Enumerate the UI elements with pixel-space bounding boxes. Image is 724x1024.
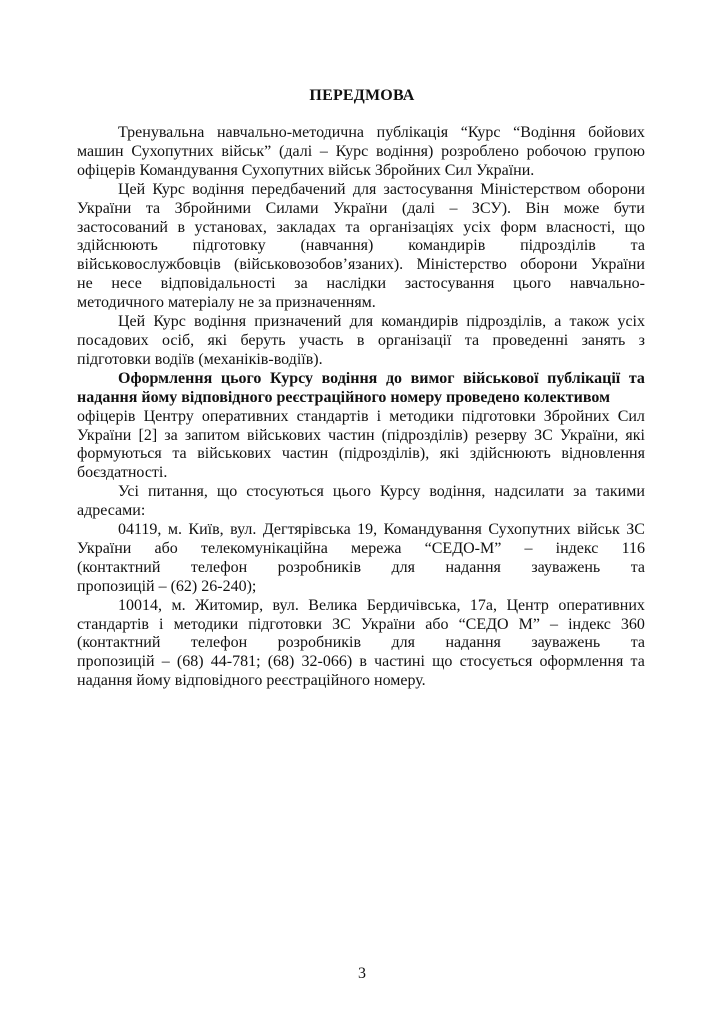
word: йому <box>141 388 178 406</box>
word: командирів <box>381 313 459 331</box>
word: та <box>628 369 645 387</box>
word: вул. <box>272 596 299 614</box>
word: м. <box>167 521 182 539</box>
word: участь <box>298 331 344 349</box>
word: України <box>590 256 645 274</box>
paragraph-line <box>77 521 645 540</box>
word: підрозділів <box>520 237 596 255</box>
word: військовослужбовців <box>77 256 221 274</box>
word: Сил <box>617 407 645 425</box>
paragraph-line <box>77 597 645 616</box>
word: 32-066) <box>301 653 353 671</box>
paragraph-line <box>77 559 645 578</box>
word: призначений <box>254 313 342 331</box>
word: (68) <box>267 653 295 671</box>
word: і <box>159 615 164 633</box>
word: Цей <box>118 180 146 198</box>
word: Командування <box>383 521 482 539</box>
word: – <box>524 539 533 557</box>
word: питання, <box>147 483 208 501</box>
word: за <box>294 275 308 293</box>
word: оперативних <box>201 407 289 425</box>
word: (військовозобов’язаних). <box>234 256 404 274</box>
word: для <box>391 634 415 652</box>
word: військ <box>577 521 620 539</box>
paragraph <box>77 521 645 597</box>
word: Сухопутних <box>131 142 214 160</box>
word: також <box>569 313 610 331</box>
word: 04119, <box>118 521 162 539</box>
paragraph-line <box>77 143 645 162</box>
paragraph-line <box>77 200 645 219</box>
word: Міністерство <box>416 256 507 274</box>
word: за <box>573 483 587 501</box>
word: форм <box>500 218 537 236</box>
word: телефон <box>190 558 248 576</box>
word: і <box>376 407 382 425</box>
word: України <box>77 426 132 444</box>
word: цього <box>513 275 552 293</box>
word: (підрозділів) <box>381 426 469 444</box>
word: або <box>154 539 178 557</box>
word: (контактний <box>77 634 161 652</box>
paragraph <box>77 181 645 313</box>
word: номеру <box>390 388 443 406</box>
paragraph-line <box>77 502 645 521</box>
word: бути <box>613 199 645 217</box>
paragraph-line <box>77 256 645 275</box>
word: здійснюють <box>469 445 551 463</box>
word: військової <box>463 369 539 387</box>
word: водіння, <box>429 483 486 501</box>
word: Житомир, <box>195 596 264 614</box>
paragraph-line <box>77 672 645 691</box>
word: стосуються <box>246 483 324 501</box>
word: власності, <box>546 218 616 236</box>
word: резерву <box>475 426 527 444</box>
word: для <box>352 180 377 198</box>
word: та <box>630 237 645 255</box>
word: установах, <box>194 218 267 236</box>
paragraph <box>77 370 645 408</box>
word: водіння <box>194 313 247 331</box>
word: за <box>164 426 178 444</box>
word: адресами: <box>77 502 146 520</box>
word: Курсу <box>379 483 421 501</box>
word: ЗС <box>534 426 553 444</box>
word: телекомунікаційна <box>200 539 328 557</box>
word: колективом <box>523 388 610 406</box>
paragraph-line <box>77 351 645 370</box>
paragraph-line <box>77 464 645 483</box>
word: водіння) <box>375 142 434 160</box>
word: (далі <box>279 142 313 160</box>
word: підрозділів, <box>466 313 547 331</box>
word: формуються <box>77 445 162 463</box>
word: пропозицій <box>77 653 155 671</box>
word: [2] <box>138 426 158 444</box>
word: наслідки <box>326 275 387 293</box>
word: Велика <box>308 596 358 614</box>
word: частин <box>281 445 329 463</box>
word: мережа <box>350 539 402 557</box>
paragraph-line <box>77 408 645 427</box>
word: та <box>172 445 187 463</box>
word: оборони <box>587 180 645 198</box>
word: телефон <box>190 634 248 652</box>
word: Тренувальна <box>118 124 205 141</box>
word: Бердичівська, <box>366 596 461 614</box>
word: для <box>349 313 374 331</box>
word: методичного матеріалу не за призначенням. <box>77 294 376 312</box>
word: цього <box>332 483 371 501</box>
word: а <box>554 313 562 331</box>
word: з <box>638 331 645 349</box>
paragraph <box>77 597 645 692</box>
paragraph-line <box>77 181 645 200</box>
word: водіння <box>321 369 378 387</box>
word: стосується <box>459 653 533 671</box>
word: ЗС <box>332 615 351 633</box>
word: 116 <box>621 539 645 557</box>
word: “СЕДО-М” <box>424 539 502 557</box>
word: які <box>207 331 228 349</box>
paragraph-line <box>77 275 645 294</box>
word: надання <box>445 634 501 652</box>
word: Оформлення <box>118 369 213 387</box>
word: надання <box>445 558 501 576</box>
word: оборони <box>520 256 578 274</box>
word: Центр <box>506 596 549 614</box>
word: Центру <box>143 407 194 425</box>
paragraph-line <box>77 332 645 351</box>
word: стандартів <box>296 407 369 425</box>
word: посадових <box>77 331 149 349</box>
word: робочою <box>526 142 587 160</box>
word: групою <box>594 142 645 160</box>
paragraph-line <box>77 634 645 653</box>
word: оформлення <box>539 653 624 671</box>
word: 360 <box>620 615 645 633</box>
word: що <box>624 218 645 236</box>
word: які <box>625 426 645 444</box>
word: закладах <box>276 218 336 236</box>
word: або <box>425 615 449 633</box>
word: “Водіння <box>513 124 576 141</box>
word: публікації <box>547 369 621 387</box>
word: (навчання) <box>300 237 374 255</box>
word: та <box>345 218 360 236</box>
word: запитом <box>184 426 240 444</box>
word: які <box>439 445 460 463</box>
word: військових <box>197 445 272 463</box>
word: індекс <box>555 539 599 557</box>
word: Він <box>525 199 550 217</box>
paragraph <box>77 313 645 370</box>
word: усіх <box>617 313 645 331</box>
word: розробників <box>277 634 362 652</box>
word: – <box>161 653 170 671</box>
page-title: ПЕРЕДМОВА <box>309 87 415 104</box>
paragraph-line <box>77 427 645 446</box>
word: командирів <box>408 237 486 255</box>
word: зауважень <box>531 634 601 652</box>
word: розроблено <box>441 142 519 160</box>
word: Курс <box>335 142 369 160</box>
word: розробників <box>277 558 362 576</box>
word: реєстраційного <box>276 388 387 406</box>
word: організаціях <box>369 218 454 236</box>
word: 17а, <box>469 596 498 614</box>
word: водіння <box>192 180 245 198</box>
word: України <box>77 199 132 217</box>
word: в <box>356 331 365 349</box>
word: надання <box>77 388 138 406</box>
word: Усі <box>118 483 139 501</box>
word: (далі <box>401 199 435 217</box>
word: застосування <box>383 180 474 198</box>
word: ЗС <box>626 521 645 539</box>
word: (68) <box>176 653 204 671</box>
word: України <box>333 199 388 217</box>
word: в <box>177 218 186 236</box>
word: та <box>464 331 480 349</box>
paragraph-line <box>77 162 645 181</box>
word: пропозицій – (62) 26-240); <box>77 577 257 595</box>
word: Цей <box>118 313 146 331</box>
word: застосований <box>77 218 168 236</box>
word: Збройних <box>543 407 610 425</box>
word: Курс <box>153 313 186 331</box>
paragraph <box>77 483 645 521</box>
word: навчально- <box>569 275 645 293</box>
word: індекс <box>568 615 611 633</box>
word: усіх <box>463 218 491 236</box>
word: Міністерством <box>480 180 581 198</box>
word: машин <box>77 142 124 160</box>
word: військових <box>246 426 321 444</box>
word: Силами <box>265 199 319 217</box>
word: Сухопутних <box>488 521 571 539</box>
word: відновлення <box>561 445 645 463</box>
word: – <box>449 199 458 217</box>
word: проведенні <box>492 331 569 349</box>
word: офіцерів <box>77 407 136 425</box>
paragraph-line <box>77 653 645 672</box>
word: підготовку <box>192 237 266 255</box>
word: беруть <box>240 331 286 349</box>
word: занять <box>581 331 626 349</box>
word: оперативних <box>558 596 645 614</box>
paragraph-line <box>77 124 645 143</box>
paragraph-line <box>77 616 645 635</box>
word: методики <box>389 407 454 425</box>
word: застосування <box>404 275 495 293</box>
word: України <box>77 539 132 557</box>
word: Київ, <box>188 521 224 539</box>
word: України, <box>559 426 619 444</box>
word: Курсу <box>270 369 314 387</box>
word: м. <box>171 596 186 614</box>
paragraph-line <box>77 483 645 502</box>
word: відповідальності <box>160 275 276 293</box>
word: та <box>630 653 645 671</box>
word: здійснюють <box>77 237 158 255</box>
word: не <box>77 275 93 293</box>
word: боєздатності. <box>77 464 168 482</box>
page-number: 3 <box>358 965 366 982</box>
word: вул. <box>230 521 257 539</box>
word: передбачений <box>251 180 346 198</box>
paragraph-line <box>77 445 645 464</box>
word: (підрозділів), <box>338 445 430 463</box>
word: стандартів <box>77 615 149 633</box>
paragraph-line <box>77 313 645 332</box>
word: публікація <box>376 124 449 141</box>
word: 10014, <box>118 596 162 614</box>
word: несе <box>111 275 142 293</box>
word: Збройними <box>174 199 252 217</box>
word: частині <box>374 653 425 671</box>
paragraph-line <box>77 294 645 313</box>
paragraph-line <box>77 237 645 256</box>
word: Дегтярівська <box>262 521 351 539</box>
word: відповідного <box>181 388 273 406</box>
paragraph-line <box>77 578 645 597</box>
word: та <box>630 558 645 576</box>
word: підготовки водіїв (механіків-водіїв). <box>77 350 323 368</box>
word: до <box>385 369 403 387</box>
word: та <box>145 199 161 217</box>
word: в <box>359 653 367 671</box>
word: (контактний <box>77 558 161 576</box>
word: військ” <box>221 142 272 160</box>
word: 19, <box>357 521 378 539</box>
word: що <box>432 653 453 671</box>
word: організації <box>377 331 452 349</box>
word: Курс <box>152 180 185 198</box>
word: що <box>216 483 238 501</box>
paragraph-line <box>77 219 645 238</box>
word: підготовки <box>461 407 536 425</box>
word: “Курс <box>460 124 501 141</box>
word: навчально-методична <box>216 124 365 141</box>
document-body <box>77 124 645 691</box>
word: вимог <box>410 369 455 387</box>
paragraph-line <box>77 370 645 389</box>
word: може <box>563 199 600 217</box>
word: – <box>319 142 328 160</box>
word: цього <box>220 369 262 387</box>
word: М” <box>518 615 540 633</box>
paragraph-line <box>77 540 645 559</box>
word: для <box>391 558 415 576</box>
word: – <box>550 615 559 633</box>
paragraph-line <box>77 389 645 408</box>
word: бойових <box>588 124 645 141</box>
word: осіб, <box>162 331 195 349</box>
word: зауважень <box>531 558 601 576</box>
paragraph <box>77 124 645 181</box>
word: надсилати <box>494 483 565 501</box>
word: 44-781; <box>210 653 261 671</box>
word: методики <box>173 615 239 633</box>
word: такими <box>595 483 645 501</box>
word: офіцерів Командування Сухопутних військ Збройних Сил України. <box>77 161 535 179</box>
word: “СЕДО <box>458 615 509 633</box>
word: частин <box>328 426 375 444</box>
word: України <box>360 615 416 633</box>
word: проведено <box>446 388 520 406</box>
word: надання йому відповідного реєстраційного номеру. <box>77 672 426 690</box>
word: та <box>630 634 645 652</box>
word: ЗСУ). <box>471 199 512 217</box>
paragraph <box>77 408 645 484</box>
word: підготовки <box>248 615 322 633</box>
